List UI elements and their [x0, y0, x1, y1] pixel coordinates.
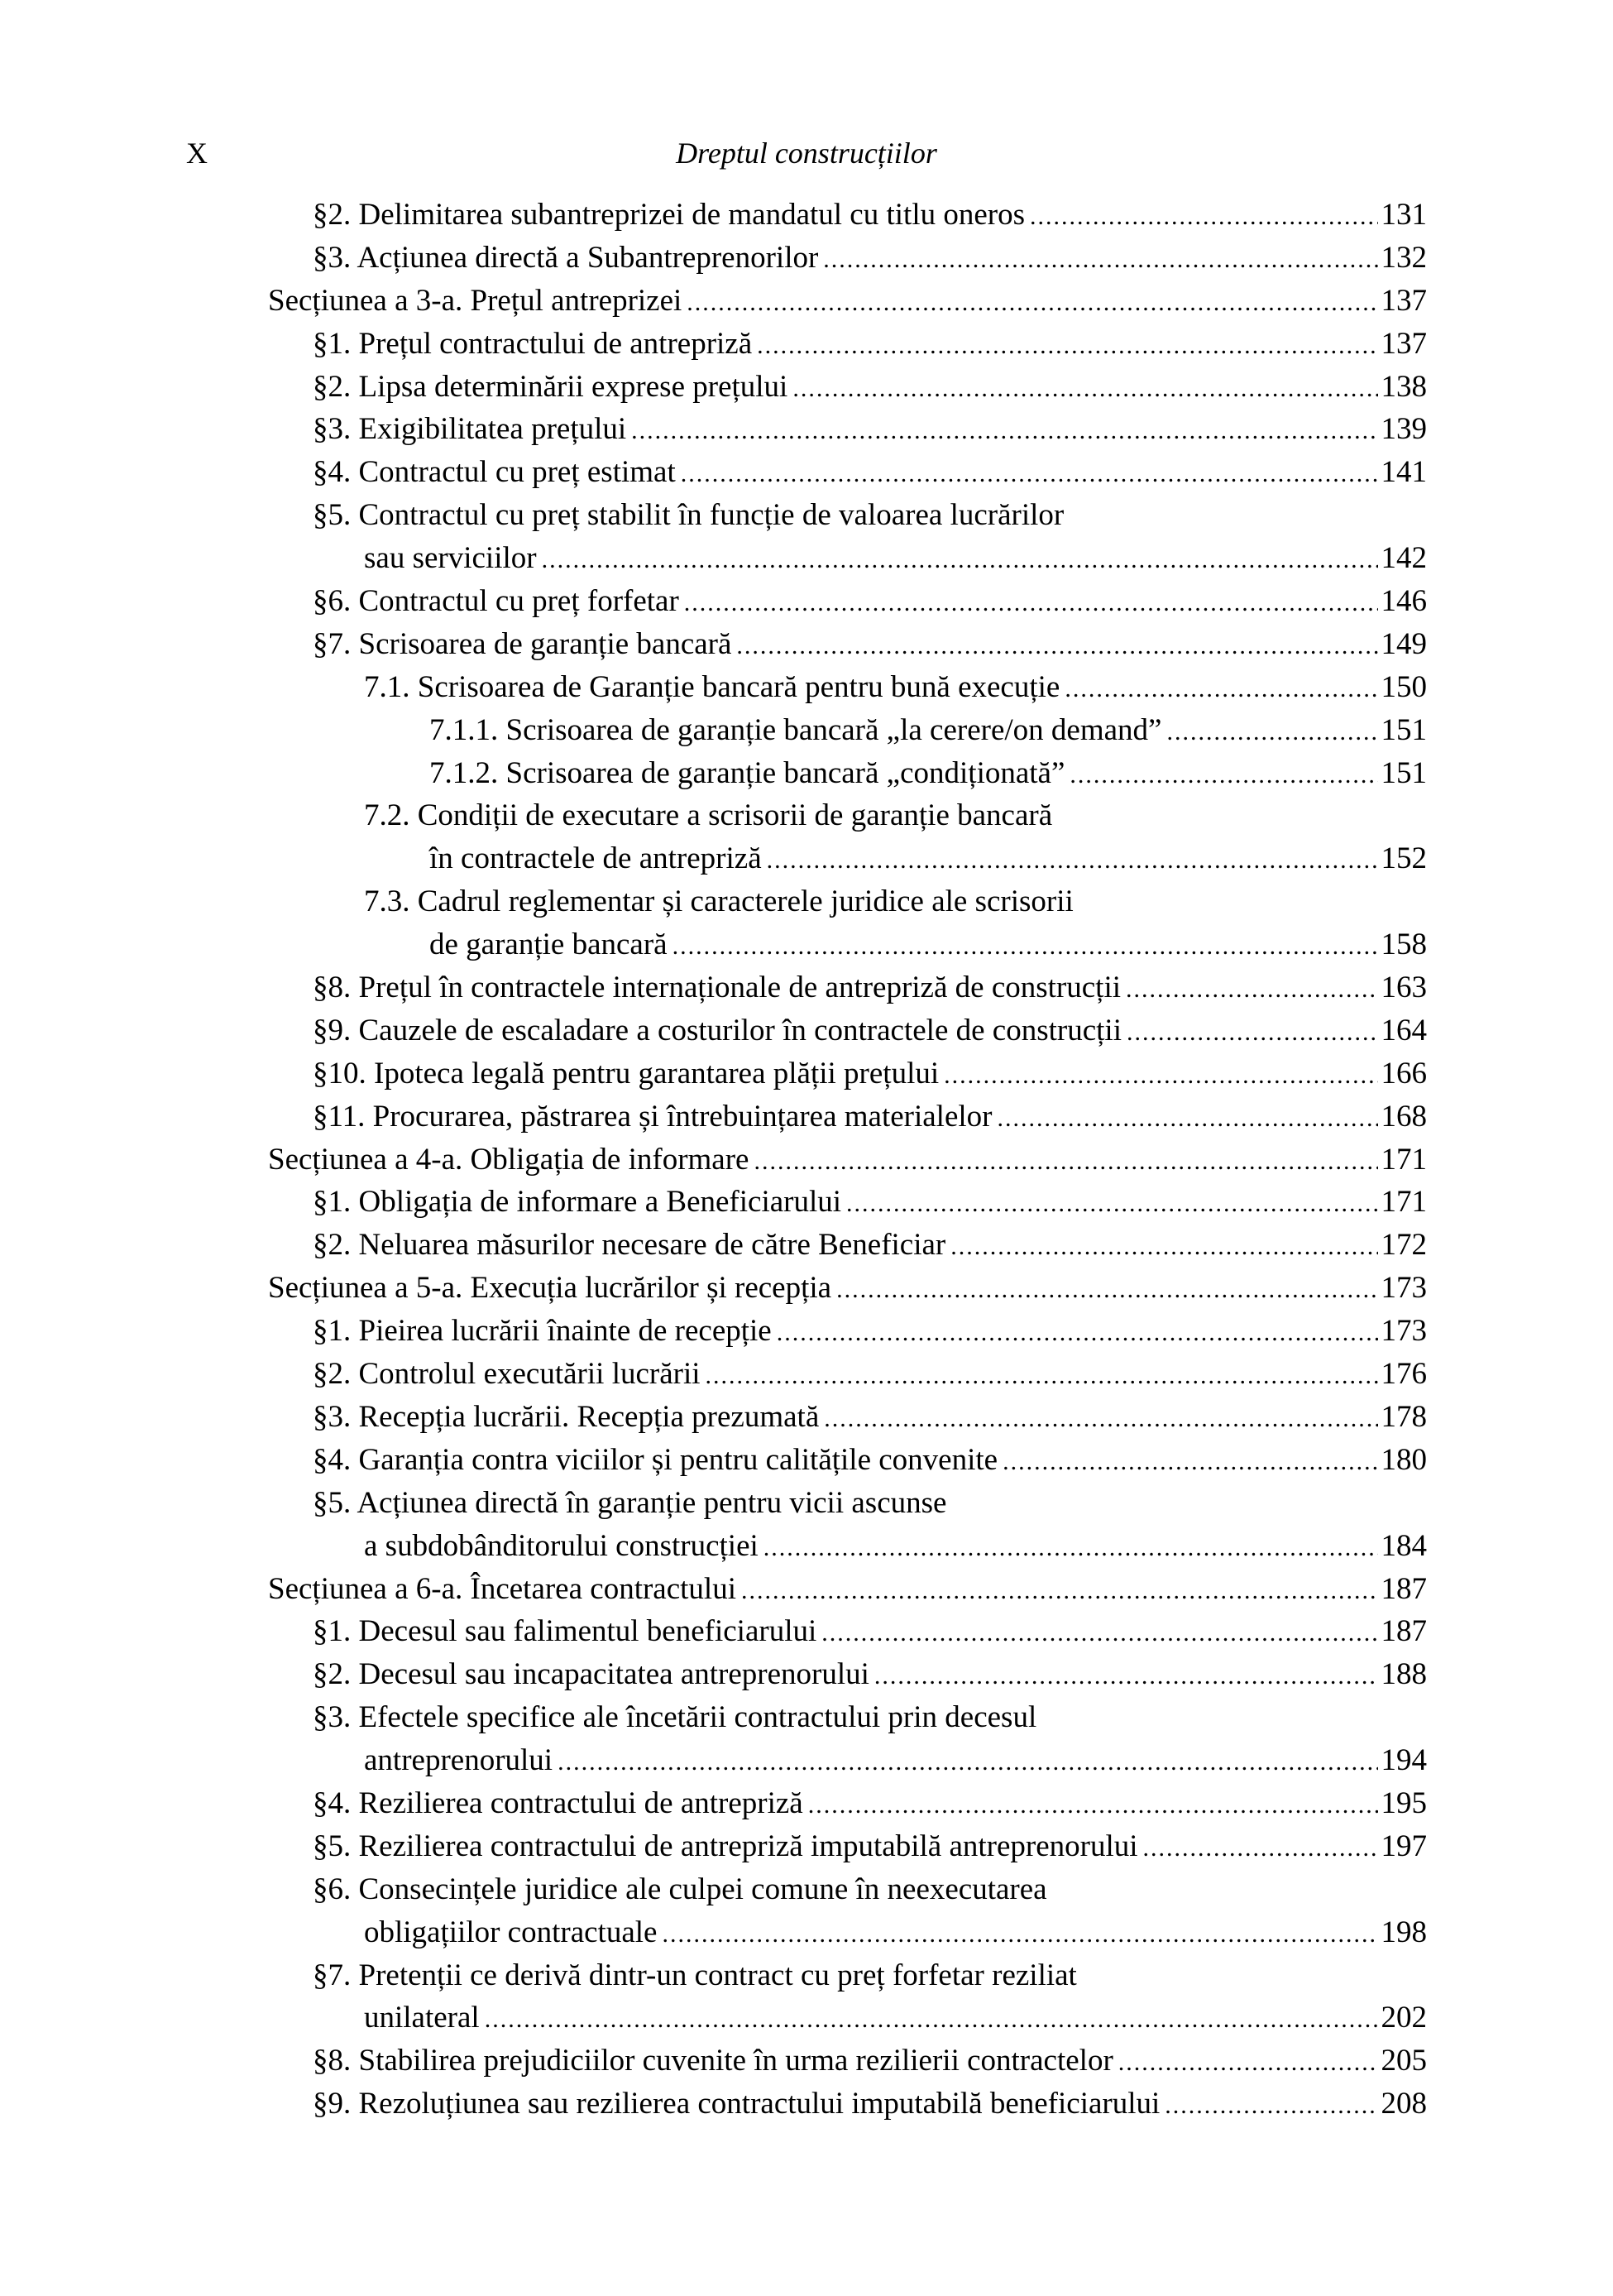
toc-entry-title: §5. Rezilierea contractului de antrepriză imputabilă antreprenorului [313, 1829, 1138, 1863]
toc-entry[interactable] [0, 794, 1613, 837]
toc-section-entry[interactable] [0, 1138, 1613, 1182]
dot-leader [741, 1570, 1378, 1613]
toc-entry[interactable] [0, 623, 1613, 666]
dot-leader [1166, 711, 1377, 754]
dot-leader [950, 1225, 1377, 1268]
toc-entry-title: §2. Lipsa determinării exprese prețului [313, 369, 788, 404]
toc-entry-continuation[interactable] [0, 1911, 1613, 1954]
toc-entry[interactable] [0, 709, 1613, 752]
toc-entry-title: 7.1.1. Scrisoarea de garanție bancară „la cerere/on demand” [429, 712, 1162, 747]
dot-leader [808, 1784, 1378, 1827]
toc-page-number: 166 [1381, 1056, 1427, 1090]
toc-entry-title: §4. Rezilierea contractului de antrepriză [313, 1786, 803, 1820]
toc-page-number: 194 [1381, 1743, 1427, 1778]
dot-leader [767, 839, 1378, 882]
dot-leader [821, 1612, 1377, 1655]
dot-leader [1003, 1440, 1377, 1484]
toc-page-number: 195 [1381, 1786, 1427, 1820]
toc-entry-title: §1. Obligația de informare a Beneficiarului [313, 1185, 842, 1220]
dot-leader [706, 1354, 1378, 1397]
toc-entry[interactable] [0, 966, 1613, 1009]
toc-page-number: 202 [1381, 2001, 1427, 2035]
toc-entry-title-continuation: în contractele de antrepriză [429, 841, 762, 876]
toc-entry-title-continuation: a subdobânditorului construcției [364, 1528, 759, 1563]
toc-entry-title: §3. Acțiunea directă a Subantreprenorilor [313, 240, 819, 275]
toc-entry-continuation[interactable] [0, 923, 1613, 966]
toc-page-number: 173 [1381, 1314, 1427, 1349]
toc-entry-title: §6. Contractul cu preț forfetar [313, 584, 679, 619]
toc-entry[interactable] [0, 1353, 1613, 1396]
toc-page-number: 178 [1381, 1399, 1427, 1434]
toc-entry-continuation[interactable] [0, 1739, 1613, 1782]
dot-leader [681, 453, 1378, 496]
dot-leader [631, 410, 1377, 453]
dot-leader [687, 281, 1377, 324]
toc-entry[interactable] [0, 1868, 1613, 1911]
toc-entry-title: Secțiunea a 4-a. Obligația de informare [268, 1142, 749, 1177]
toc-page-number: 205 [1381, 2044, 1427, 2078]
toc-entry[interactable] [0, 1782, 1613, 1825]
toc-entry[interactable] [0, 1052, 1613, 1095]
toc-page-number: 137 [1381, 283, 1427, 318]
toc-page-number: 187 [1381, 1614, 1427, 1649]
toc-entry-title: §8. Stabilirea prejudiciilor cuvenite în urma rezilierii contractelor [313, 2044, 1113, 2078]
toc-entry-title: §1. Pieirea lucrării înainte de recepție [313, 1314, 772, 1349]
toc-entry-title: §4. Garanția contra viciilor și pentru calitățile convenite [313, 1442, 998, 1477]
toc-page-number: 171 [1381, 1185, 1427, 1220]
dot-leader [823, 238, 1377, 281]
toc-entry[interactable] [0, 366, 1613, 409]
toc-entry-title: §7. Scrisoarea de garanție bancară [313, 626, 732, 661]
toc-page-number: 150 [1381, 669, 1427, 704]
dot-leader [542, 539, 1378, 582]
toc-entry-title-continuation: antreprenorului [364, 1743, 553, 1778]
toc-page-number: 163 [1381, 971, 1427, 1005]
dot-leader [754, 1140, 1377, 1183]
toc-entry-title: Secțiunea a 6-a. Încetarea contractului [268, 1571, 736, 1606]
toc-entry-title-continuation: obligațiilor contractuale [364, 1915, 658, 1949]
toc-entry-title: §2. Delimitarea subantreprizei de mandatul cu titlu oneros [313, 198, 1025, 232]
toc-section-entry[interactable] [0, 280, 1613, 323]
toc-entry-title: Secțiunea a 3-a. Prețul antreprizei [268, 283, 682, 318]
toc-section-entry[interactable] [0, 1568, 1613, 1611]
dot-leader [1143, 1827, 1378, 1870]
toc-entry[interactable] [0, 1653, 1613, 1696]
dot-leader [777, 1311, 1378, 1354]
toc-entry-title: §6. Consecințele juridice ale culpei comune în neexecutarea [313, 1872, 1047, 1906]
toc-page-number: 138 [1381, 369, 1427, 404]
dot-leader [836, 1268, 1377, 1311]
toc-entry-title: §8. Prețul în contractele internaționale de antrepriză de construcții [313, 971, 1122, 1005]
dot-leader [662, 1913, 1377, 1956]
dot-leader [1118, 2041, 1378, 2084]
toc-entry[interactable] [0, 1224, 1613, 1267]
toc-entry[interactable] [0, 1439, 1613, 1482]
dot-leader [558, 1741, 1377, 1784]
toc-entry[interactable] [0, 237, 1613, 280]
dot-leader [757, 324, 1377, 367]
toc-entry-title: Secțiunea a 5-a. Execuția lucrărilor și recepția [268, 1271, 832, 1306]
toc-page-number: 139 [1381, 412, 1427, 447]
toc-entry-title: §4. Contractul cu preț estimat [313, 455, 676, 490]
toc-entry-title: 7.2. Condiții de executare a scrisorii de garanție bancară [364, 798, 1053, 833]
toc-entry-title: §9. Rezoluțiunea sau rezilierea contractului imputabilă beneficiarului [313, 2087, 1161, 2121]
dot-leader [763, 1527, 1378, 1570]
toc-entry[interactable] [0, 1310, 1613, 1353]
toc-entry-title: §3. Exigibilitatea prețului [313, 412, 627, 447]
toc-page-number: 151 [1381, 755, 1427, 790]
toc-entry[interactable] [0, 1954, 1613, 1997]
toc-entry[interactable] [0, 1610, 1613, 1653]
toc-page-number: 132 [1381, 240, 1427, 275]
toc-page-number: 142 [1381, 541, 1427, 576]
toc-page-number: 149 [1381, 626, 1427, 661]
toc-page-number: 188 [1381, 1657, 1427, 1692]
toc-entry[interactable] [0, 408, 1613, 451]
dot-leader [1126, 968, 1377, 1011]
toc-page-number: 168 [1381, 1099, 1427, 1134]
toc-page-number: 208 [1381, 2087, 1427, 2121]
toc-page-number: 152 [1381, 841, 1427, 876]
table-of-contents [0, 194, 1613, 2126]
toc-entry-title: §1. Decesul sau falimentul beneficiarului [313, 1614, 817, 1649]
toc-page-number: 164 [1381, 1013, 1427, 1047]
toc-entry[interactable] [0, 451, 1613, 494]
toc-entry[interactable] [0, 1482, 1613, 1525]
toc-page-number: 131 [1381, 198, 1427, 232]
toc-page-number: 184 [1381, 1528, 1427, 1563]
toc-page-number: 176 [1381, 1357, 1427, 1392]
toc-page-number: 141 [1381, 455, 1427, 490]
toc-entry-title-continuation: sau serviciilor [364, 541, 537, 576]
toc-page-number: 172 [1381, 1228, 1427, 1263]
toc-entry-title: §10. Ipoteca legală pentru garantarea plății prețului [313, 1056, 940, 1090]
toc-entry[interactable] [0, 1696, 1613, 1739]
toc-entry-title: §1. Prețul contractului de antrepriză [313, 326, 753, 361]
dot-leader [672, 925, 1378, 968]
dot-leader [684, 582, 1378, 625]
toc-page-number: 187 [1381, 1571, 1427, 1606]
dot-leader [736, 625, 1377, 668]
toc-section-entry[interactable] [0, 1267, 1613, 1310]
toc-page-number: 197 [1381, 1829, 1427, 1863]
toc-entry[interactable] [0, 880, 1613, 923]
dot-leader [1030, 195, 1378, 238]
dot-leader [1165, 2084, 1377, 2127]
toc-entry-title: 7.3. Cadrul reglementar și caracterele juridice ale scrisorii [364, 884, 1074, 919]
toc-page-number: 173 [1381, 1271, 1427, 1306]
page-number: X [186, 137, 208, 170]
dot-leader [485, 1998, 1378, 2041]
toc-entry-title: §3. Recepția lucrării. Recepția prezumată [313, 1399, 820, 1434]
toc-entry[interactable] [0, 494, 1613, 537]
toc-entry-title: §5. Acțiunea directă în garanție pentru vicii ascunse [313, 1485, 947, 1520]
toc-entry[interactable] [0, 1825, 1613, 1868]
toc-page-number: 198 [1381, 1915, 1427, 1949]
toc-page-number: 146 [1381, 584, 1427, 619]
toc-entry-continuation[interactable] [0, 1525, 1613, 1568]
toc-page-number: 171 [1381, 1142, 1427, 1177]
page-header [0, 132, 1613, 174]
dot-leader [846, 1182, 1377, 1225]
toc-entry-title-continuation: de garanție bancară [429, 928, 668, 962]
toc-entry[interactable] [0, 752, 1613, 795]
toc-entry-title: §5. Contractul cu preț stabilit în funcție de valoarea lucrărilor [313, 498, 1065, 533]
dot-leader [792, 367, 1377, 410]
toc-entry-title: §11. Procurarea, păstrarea și întrebuințarea materialelor [313, 1099, 993, 1134]
toc-entry-title-continuation: unilateral [364, 2001, 480, 2035]
toc-entry[interactable] [0, 1181, 1613, 1224]
toc-entry[interactable] [0, 666, 1613, 709]
toc-entry-title: §2. Neluarea măsurilor necesare de către Beneficiar [313, 1228, 946, 1263]
toc-entry-title: §2. Decesul sau incapacitatea antreprenorului [313, 1657, 869, 1692]
toc-entry[interactable] [0, 194, 1613, 237]
toc-entry-title: 7.1.2. Scrisoarea de garanție bancară „condiționată” [429, 755, 1065, 790]
dot-leader [824, 1397, 1377, 1440]
dot-leader [874, 1655, 1378, 1698]
dot-leader [1127, 1011, 1378, 1054]
dot-leader [1065, 668, 1377, 711]
dot-leader [1070, 754, 1377, 797]
toc-page-number: 158 [1381, 928, 1427, 962]
toc-entry[interactable] [0, 2083, 1613, 2126]
dot-leader [944, 1054, 1377, 1097]
toc-entry[interactable] [0, 323, 1613, 366]
toc-entry-continuation[interactable] [0, 837, 1613, 880]
toc-entry-title: 7.1. Scrisoarea de Garanție bancară pentru bună execuție [364, 669, 1060, 704]
dot-leader [997, 1097, 1377, 1140]
toc-page-number: 137 [1381, 326, 1427, 361]
toc-entry[interactable] [0, 1095, 1613, 1138]
toc-entry-title: §7. Pretenții ce derivă dintr-un contract cu preț forfetar reziliat [313, 1958, 1077, 1992]
running-title: Dreptul construcțiilor [676, 137, 937, 170]
toc-entry-title: §9. Cauzele de escaladare a costurilor în contractele de construcții [313, 1013, 1122, 1047]
toc-entry[interactable] [0, 2040, 1613, 2083]
toc-entry-continuation[interactable] [0, 537, 1613, 580]
toc-entry[interactable] [0, 1396, 1613, 1439]
toc-entry-title: §2. Controlul executării lucrării [313, 1357, 701, 1392]
toc-entry-continuation[interactable] [0, 1996, 1613, 2040]
toc-page-number: 180 [1381, 1442, 1427, 1477]
toc-page-number: 151 [1381, 712, 1427, 747]
toc-entry-title: §3. Efectele specifice ale încetării contractului prin decesul [313, 1700, 1037, 1735]
toc-entry[interactable] [0, 580, 1613, 623]
toc-entry[interactable] [0, 1009, 1613, 1052]
